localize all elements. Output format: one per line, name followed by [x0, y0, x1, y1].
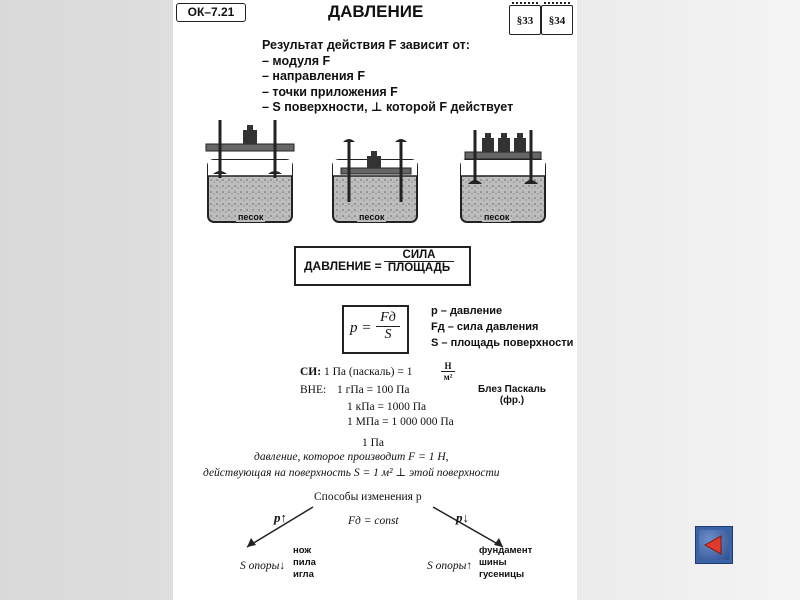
legend-item: S – площадь поверхности [431, 337, 574, 349]
back-arrow-icon [699, 530, 729, 560]
right-example: шины [479, 557, 507, 568]
right-examples [479, 545, 532, 581]
sand-label-1: песок [238, 212, 264, 222]
card-code: ОК–7.21 [176, 3, 246, 22]
legend-item: p – давление [431, 305, 503, 317]
formula-legend [431, 303, 573, 351]
right-example: фундамент [479, 545, 533, 556]
pa-title: 1 Па [362, 437, 385, 449]
right-area: S опоры↑ [427, 560, 473, 572]
intro-item: – модуля F [262, 53, 331, 68]
vne-prefix: ВНЕ: [300, 384, 327, 396]
intro-heading: Результат действия F зависит от: [262, 38, 470, 52]
sand-experiments-illustration [203, 112, 553, 228]
legend-item: Fд – сила давления [431, 321, 539, 333]
definition-numerator: СИЛА [384, 249, 454, 262]
paragraph-ref-34: §34 [541, 5, 573, 35]
formula-denominator: S [384, 327, 392, 342]
paragraph-ref-33: §33 [509, 5, 541, 35]
pressure-formula-box [342, 305, 409, 354]
right-example: гусеницы [479, 569, 525, 580]
back-button[interactable] [695, 526, 733, 564]
document-page [173, 0, 577, 600]
si-unit-num: Н [441, 361, 455, 372]
pascal-name: Блез Паскаль [477, 384, 547, 395]
pascal-caption [472, 384, 552, 406]
sand-label-2: песок [359, 212, 385, 222]
container-3 [461, 130, 545, 222]
container-1 [206, 120, 294, 222]
formula-numerator: Fд [376, 310, 400, 327]
intro-list [262, 38, 513, 116]
si-units [300, 366, 413, 378]
left-area: S опоры↓ [240, 560, 286, 572]
left-example: нож [293, 545, 312, 556]
force-constant: Fд = const [348, 515, 399, 527]
unit-row: 1 МПа = 1 000 000 Па [347, 416, 454, 428]
definition-left: ДАВЛЕНИЕ = [304, 259, 382, 273]
page-title: ДАВЛЕНИЕ [328, 2, 424, 21]
pressure-definition-box [294, 246, 471, 286]
right-arrow-label: p↓ [456, 510, 469, 525]
formula-lhs: p = [350, 320, 372, 336]
intro-item: – S поверхности, ⊥ которой F действует [262, 100, 514, 114]
si-prefix: СИ: [300, 366, 322, 378]
intro-item: – точки приложения F [262, 84, 398, 99]
definition-fraction [384, 249, 454, 274]
left-example: пила [293, 557, 316, 568]
pascal-origin: (фр.) [499, 395, 525, 406]
left-examples [293, 545, 316, 581]
pa-line-2: действующая на поверхность S = 1 м² ⊥ этой поверхности [203, 467, 500, 479]
si-unit-den: м² [443, 372, 453, 382]
intro-item: – направления F [262, 69, 365, 83]
container-2 [333, 139, 417, 222]
ways-title: Способы изменения p [314, 491, 422, 503]
definition-denominator: ПЛОЩАДЬ [387, 262, 451, 274]
left-example: игла [293, 569, 314, 580]
si-text: 1 Па (паскаль) = 1 [323, 366, 413, 378]
si-unit-fraction [441, 361, 455, 382]
pa-line-1: давление, которое производит F = 1 Н, [254, 451, 449, 463]
unit-row: 1 кПа = 1000 Па [347, 401, 427, 413]
left-arrow-label: p↑ [274, 510, 287, 525]
sand-label-3: песок [484, 212, 510, 222]
formula-fraction [376, 310, 400, 343]
unit-row: 1 гПа = 100 Па [337, 384, 410, 396]
